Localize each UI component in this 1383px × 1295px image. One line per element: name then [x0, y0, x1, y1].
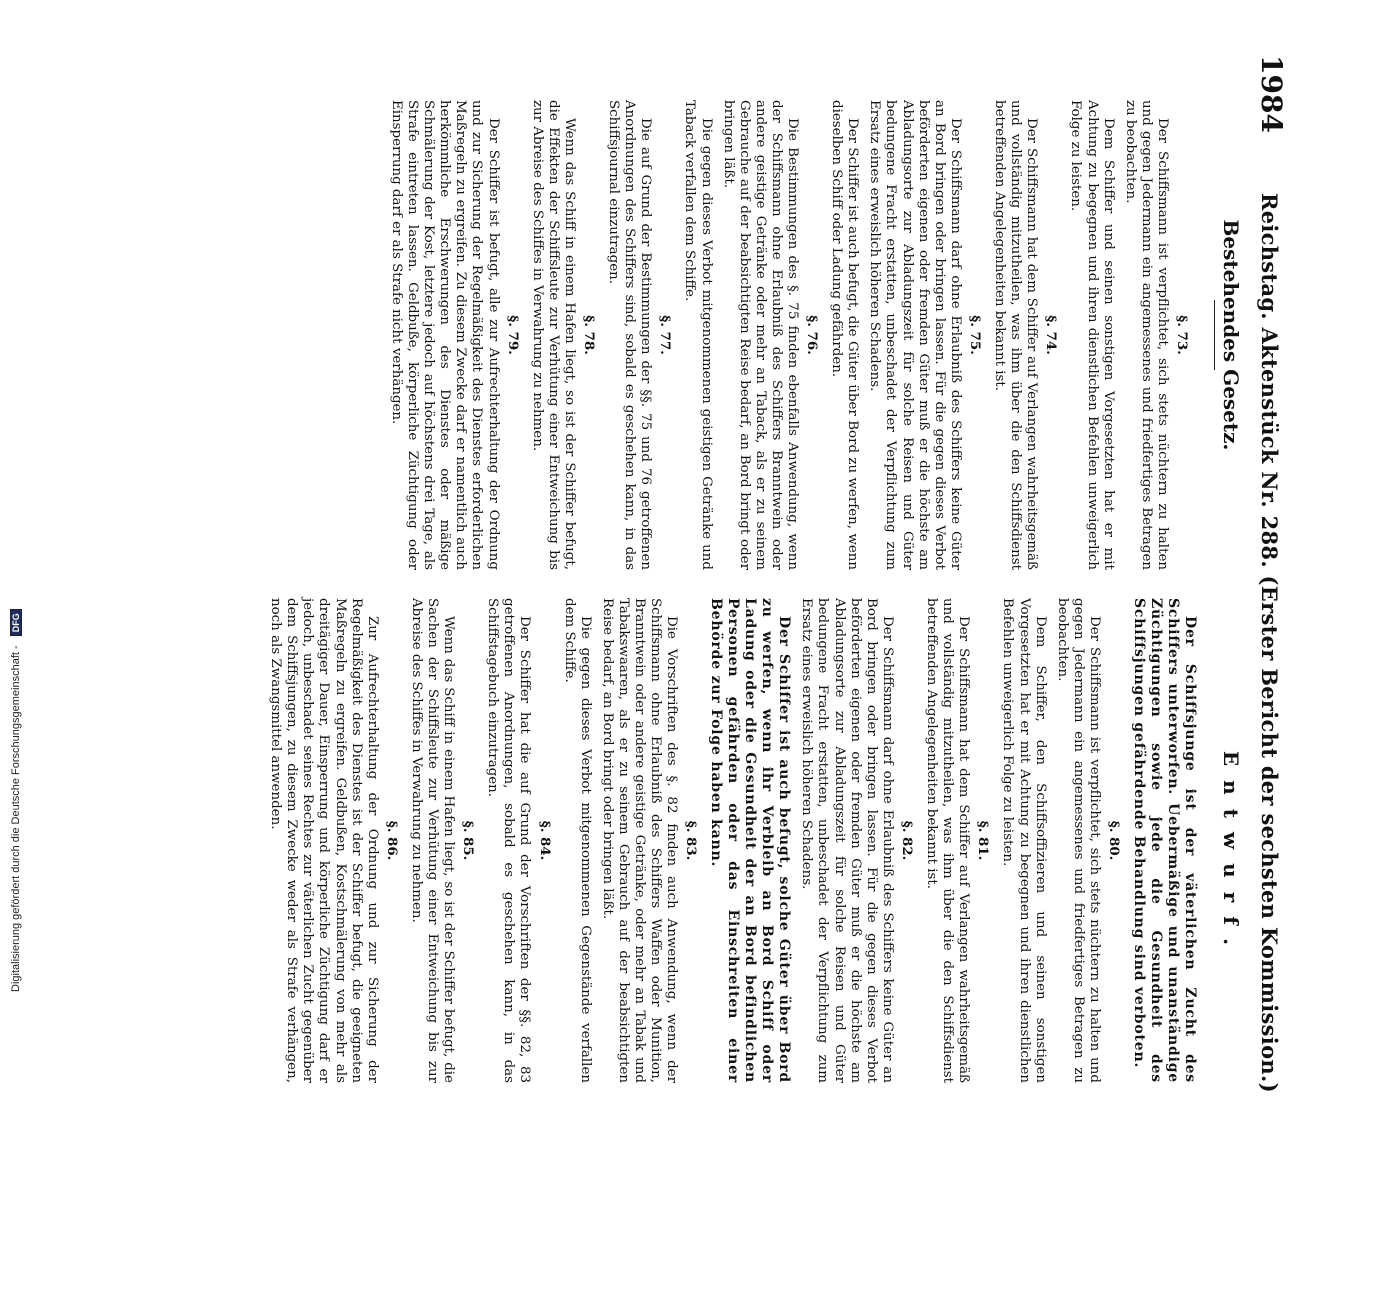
section-number: §. 76.	[804, 315, 821, 355]
paragraph: Dem Schiffer, den Schiffsoffizieren und seinen sonstigen Vorgesetzten hat er mit Achtung zu begegnen und ihren dienstlichen Befehlen unweigerlich Folge zu leisten.	[1000, 598, 1048, 1083]
paragraph: Der Schiffsmann ist verpflichtet, sich stets nüchtern zu halten und gegen Jedermann ein angemessenes und friedfertiges Betragen zu beobachten.	[1122, 100, 1170, 570]
right-column-heading: Entwurf.	[1219, 750, 1243, 960]
paragraph: Zur Aufrechterhaltung der Ordnung und zur Sicherung der Regelmäßigkeit des Dienstes ist der Schiffer befugt, die geeigneten Maßregeln zu ergreifen. Geldbußen, Kostschmälerung von mehr als dreitägiger Dauer, Einsperrung und körperliche Züchtigung darf er jedoch, unbeschadet seines Rechtes zur väterlichen Zucht gegenüber dem Schiffsjungen, zu diesem Zwecke weder als Strafe verhängen, noch als Zwangsmittel anwenden.	[268, 598, 380, 1083]
heading-rule	[1214, 300, 1215, 370]
paragraph: Die Vorschriften des §. 82 finden auch Anwendung, wenn der Schiffsmann ohne Erlaubniß des Schiffers Waffen oder Munition, Branntwein oder andere geistige Getränke, oder mehr an Tabak und Tabakswaaren, als er zu seinem Gebrauch auf der beabsichtigten Reise bedarf, an Bord bringt oder bringen läßt.	[599, 598, 680, 1083]
section-number: §. 86.	[383, 820, 400, 861]
section-number: §. 80.	[1106, 820, 1122, 861]
paragraph: Dem Schiffer und seinen sonstigen Vorgesetzten hat er mit Achtung zu begegnen und ihren dienstlichen Befehlen unweigerlich Folge zu leisten.	[1068, 100, 1116, 570]
paragraph: Der Schiffer ist befugt, alle zur Aufrechterhaltung der Ordnung und zur Sicherung der Regelmäßigkeit des Dienstes erforderlichen Maßregeln zu ergreifen. Zu diesem Zwecke darf er namentlich auch herkömmliche Erschwerungen des Dienstes oder mäßige Schmälerung der Kost, letztere jedoch auf höchstens drei Tage, als Strafe eintreten lassen. Geldbuße, körperliche Züchtigung oder Einsperrung darf er als Strafe nicht verhängen.	[388, 100, 501, 570]
left-column-heading: Bestehendes Gesetz.	[1219, 219, 1243, 451]
paragraph: Der Schiffsmann hat dem Schiffer auf Verlangen wahrheitsgemäß und vollständig mitzutheilen, was ihm über die den Schiffsdienst betreffenden Angelegenheiten bekannt ist.	[992, 100, 1040, 570]
section-number: §. 75.	[966, 315, 983, 355]
footer-credit: Digitalisierung gefördert durch die Deutsche Forschungsgemeinschaft -	[10, 645, 22, 992]
paragraph: Die Bestimmungen des §. 75 finden ebenfalls Anwendung, wenn der Schiffsmann ohne Erlaubniß des Schiffers Branntwein oder andere geistige Getränke oder mehr an Taback, als er zu seinem Gebrauche auf der beabsichtigten Reise bedarf, an Bord bringt oder bringen läßt.	[720, 100, 801, 570]
section-number: §. 83.	[683, 820, 700, 861]
paragraph: Der Schiffsmann darf ohne Erlaubniß des Schiffers keine Güter an Bord bringen oder bringen lassen. Für die gegen dieses Verbot beförderten eigenen oder fremden Güter muß er die höchste am Abladungsorte zur Abladungszeit für solche Reisen und Güter bedungene Fracht erstatten, unbeschadet der Verpflichtung zum Ersatz eines erweislich höheren Schadens.	[867, 100, 963, 570]
paragraph: Der Schiffsmann ist verpflichtet, sich stets nüchtern zu halten und gegen Jedermann ein angemessenes und friedfertiges Betragen zu beobachten.	[1054, 598, 1102, 1083]
dfg-logo: DFG	[10, 609, 22, 636]
paragraph: Die auf Grund der Bestimmungen der §§. 75 und 76 getroffenen Anordnungen des Schiffers sind, sobald es geschehen kann, in das Schiffsjournal einzutragen.	[606, 100, 654, 570]
paragraph: Wenn das Schiff in einem Hafen liegt, so ist der Schiffer befugt, die Sachen der Schiffsleute zur Verhütung einer Entweichung bis zur Abreise des Schiffes in Verwahrung zu nehmen.	[408, 598, 457, 1083]
paragraph: Der Schiffer ist auch befugt, die Güter über Bord zu werfen, wenn dieselben Schiff oder Ladung gefährden.	[829, 100, 861, 570]
paragraph: Der Schiffsmann hat dem Schiffer auf Verlangen wahrheitsgemäß und vollständig mitzutheilen, was ihm über die den Schiffsdienst betreffenden Angelegenheiten bekannt ist.	[924, 598, 972, 1083]
section-number: §. 84.	[536, 820, 553, 861]
section-number: §. 81.	[975, 820, 992, 861]
right-column-draft	[261, 598, 1198, 1083]
section-number: §. 73.	[1174, 315, 1190, 355]
section-number: §. 82.	[898, 820, 915, 861]
section-number: §. 78.	[581, 315, 597, 355]
emphasized-paragraph: Der Schiffer ist auch befugt, solche Güter über Bord zu werfen, wenn ihr Verbleib an Bord Schiff oder Ladung oder die Gesundheit der an Bord befindlichen Personen gefährden oder das Einschreiten einer Behörde zur Folge haben kann.	[708, 598, 793, 1083]
emphasized-paragraph: Der Schiffsjunge ist der väterlichen Zucht des Schiffers unterworfen. Uebermäßige und unanständige Züchtigungen sowie jede die Gesundheit des Schiffsjungen gefährdende Behandlung sind verboten.	[1131, 598, 1198, 1083]
section-number: §. 85.	[460, 820, 477, 861]
section-number: §. 74.	[1043, 315, 1060, 355]
paragraph: Der Schiffer hat die auf Grund der Vorschriften der §§. 82, 83 getroffenen Anordnungen, sobald es geschehen kann, in das Schiffstagebuch einzutragen.	[485, 598, 533, 1083]
paragraph: Die gegen dieses Verbot mitgenommenen geistigen Getränke und Taback verfallen dem Schiffe.	[682, 100, 714, 570]
page-number: 1984	[1255, 55, 1288, 133]
section-number: §. 79.	[504, 315, 521, 355]
left-column-existing-law	[382, 100, 1198, 570]
paragraph: Die gegen dieses Verbot mitgenommenen Gegenstände verfallen dem Schiffe.	[561, 598, 593, 1083]
page-header	[1252, 55, 1288, 1295]
paragraph: Wenn das Schiff in einem Hafen liegt, so ist der Schiffer befugt, die Effekten der Schiffsleute zur Verhütung einer Entweichung bis zur Abreise des Schiffes in Verwahrung zu nehmen.	[529, 100, 577, 570]
paragraph: Der Schiffsmann darf ohne Erlaubniß des Schiffers keine Güter an Bord bringen oder bringen lassen. Für die gegen dieses Verbot beförderten eigenen oder fremden Güter muß er die höchste am Abladungsorte zur Abladungszeit für solche Reisen und Güter bedungene Fracht erstatten, unbeschadet der Verpflichtung zum Ersatz eines erweislich höheren Schadens.	[799, 598, 895, 1083]
section-number: §. 77.	[657, 315, 674, 355]
page-title: Reichstag. Aktenstück Nr. 288. (Erster Bericht der sechsten Kommission.)	[1257, 192, 1282, 1093]
